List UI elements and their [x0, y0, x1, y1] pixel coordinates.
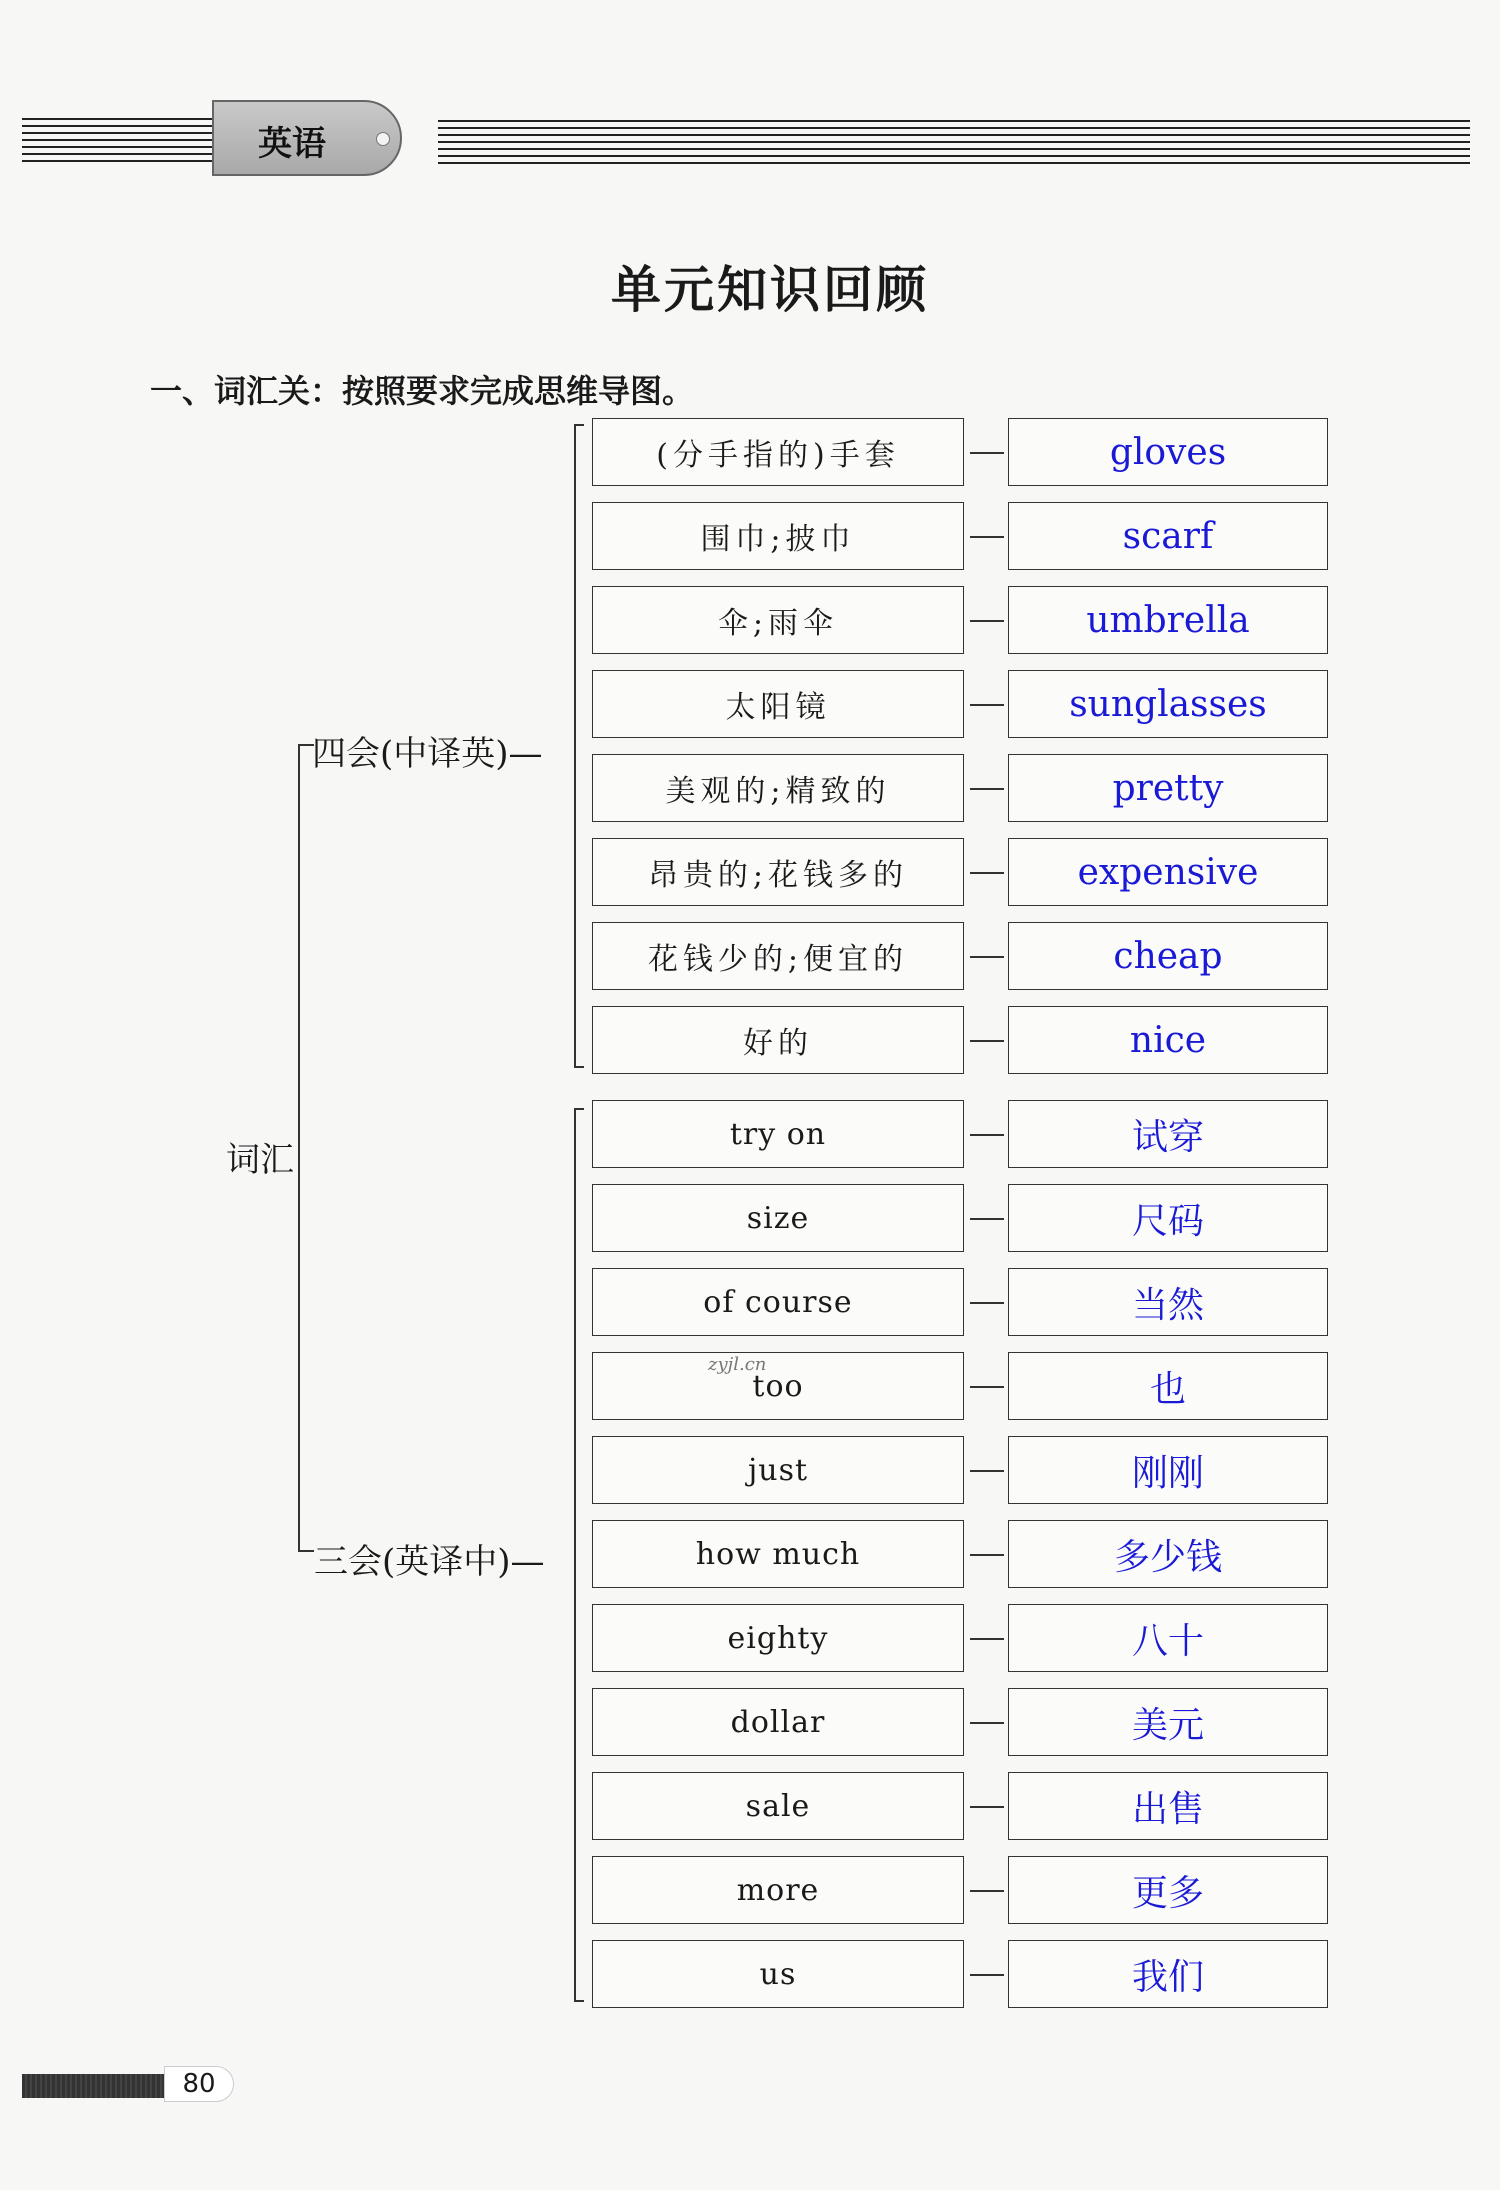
tab-hole-icon	[376, 132, 390, 146]
four-skills-answer-box[interactable]	[1008, 754, 1328, 822]
three-skills-answer-box[interactable]	[1008, 1436, 1328, 1504]
four-skills-answer-text: expensive	[1077, 851, 1259, 893]
four-skills-prompt-box	[592, 838, 964, 906]
three-skills-answer-text: 当然	[1131, 1284, 1204, 1326]
three-skills-connector	[970, 1638, 1004, 1640]
three-skills-connector	[970, 1890, 1004, 1892]
four-skills-answer-box[interactable]	[1008, 418, 1328, 486]
four-skills-prompt-text: 围巾;披巾	[700, 522, 856, 557]
header-rule-right	[438, 120, 1470, 164]
three-skills-prompt-box	[592, 1352, 964, 1420]
three-skills-prompt-box	[592, 1100, 964, 1168]
three-skills-bracket	[574, 1108, 584, 2002]
three-skills-connector	[970, 1470, 1004, 1472]
four-skills-prompt-text: 花钱少的;便宜的	[647, 942, 909, 977]
four-skills-connector	[970, 1040, 1004, 1042]
header-rule-left	[22, 118, 222, 162]
four-skills-answer-text: pretty	[1112, 767, 1224, 809]
three-skills-connector	[970, 1722, 1004, 1724]
four-skills-prompt-box	[592, 502, 964, 570]
four-skills-answer-box[interactable]	[1008, 838, 1328, 906]
three-skills-prompt-text: more	[736, 1872, 820, 1908]
three-skills-prompt-text: us	[759, 1956, 797, 1992]
three-skills-answer-box[interactable]	[1008, 1352, 1328, 1420]
three-skills-answer-text: 尺码	[1131, 1200, 1204, 1242]
three-skills-answer-box[interactable]	[1008, 1184, 1328, 1252]
page-title: 单元知识回顾	[611, 260, 929, 319]
subject-tab	[212, 100, 402, 176]
three-skills-answer-text: 试穿	[1131, 1116, 1204, 1158]
three-skills-prompt-text: eighty	[727, 1620, 829, 1656]
three-skills-prompt-text: of course	[703, 1284, 853, 1320]
four-skills-connector	[970, 788, 1004, 790]
three-skills-prompt-box	[592, 1856, 964, 1924]
four-skills-prompt-text: 好的	[743, 1026, 813, 1061]
three-skills-answer-box[interactable]	[1008, 1100, 1328, 1168]
four-skills-prompt-box	[592, 586, 964, 654]
three-skills-prompt-box	[592, 1184, 964, 1252]
three-skills-answer-text: 我们	[1131, 1956, 1204, 1998]
three-skills-connector	[970, 1386, 1004, 1388]
three-skills-connector	[970, 1302, 1004, 1304]
four-skills-prompt-box	[592, 670, 964, 738]
three-skills-prompt-box	[592, 1688, 964, 1756]
four-skills-answer-box[interactable]	[1008, 586, 1328, 654]
three-skills-answer-box[interactable]	[1008, 1268, 1328, 1336]
three-skills-answer-text: 出售	[1131, 1788, 1204, 1830]
three-skills-prompt-box	[592, 1268, 964, 1336]
four-skills-connector	[970, 872, 1004, 874]
four-skills-connector	[970, 704, 1004, 706]
four-skills-connector	[970, 452, 1004, 454]
four-skills-connector	[970, 956, 1004, 958]
four-skills-answer-box[interactable]	[1008, 670, 1328, 738]
branch-three-skills: 三会(英译中)—	[314, 1542, 545, 1582]
mindmap-root: 词汇	[226, 1140, 294, 1180]
three-skills-answer-box[interactable]	[1008, 1520, 1328, 1588]
root-bracket	[298, 744, 314, 1552]
three-skills-answer-text: 多少钱	[1113, 1536, 1222, 1578]
three-skills-prompt-text: sale	[745, 1788, 811, 1824]
four-skills-answer-box[interactable]	[1008, 922, 1328, 990]
branch-four-skills: 四会(中译英)—	[312, 734, 543, 774]
three-skills-connector	[970, 1218, 1004, 1220]
four-skills-prompt-box	[592, 418, 964, 486]
three-skills-answer-text: 美元	[1131, 1704, 1204, 1746]
four-skills-prompt-text: 太阳镜	[725, 690, 831, 725]
three-skills-answer-box[interactable]	[1008, 1604, 1328, 1672]
four-skills-prompt-text: (分手指的)手套	[656, 438, 900, 473]
three-skills-prompt-box	[592, 1436, 964, 1504]
four-skills-answer-box[interactable]	[1008, 502, 1328, 570]
four-skills-answer-box[interactable]	[1008, 1006, 1328, 1074]
four-skills-answer-text: gloves	[1109, 431, 1227, 473]
three-skills-prompt-text: how much	[695, 1536, 861, 1572]
three-skills-prompt-text: too	[752, 1368, 804, 1404]
four-skills-connector	[970, 536, 1004, 538]
three-skills-answer-text: 也	[1149, 1368, 1186, 1410]
three-skills-connector	[970, 1974, 1004, 1976]
three-skills-connector	[970, 1554, 1004, 1556]
three-skills-prompt-box	[592, 1940, 964, 2008]
footer-bar	[22, 2074, 164, 2098]
four-skills-answer-text: umbrella	[1086, 599, 1250, 641]
subject-label: 英语	[258, 124, 326, 164]
three-skills-prompt-text: dollar	[730, 1704, 826, 1740]
four-skills-connector	[970, 620, 1004, 622]
three-skills-answer-box[interactable]	[1008, 1940, 1328, 2008]
three-skills-prompt-text: size	[746, 1200, 810, 1236]
three-skills-prompt-text: just	[747, 1452, 809, 1488]
three-skills-prompt-box	[592, 1772, 964, 1840]
three-skills-answer-box[interactable]	[1008, 1772, 1328, 1840]
three-skills-answer-text: 八十	[1131, 1620, 1204, 1662]
four-skills-bracket	[574, 424, 584, 1068]
three-skills-prompt-text: try on	[729, 1116, 827, 1152]
three-skills-prompt-box	[592, 1520, 964, 1588]
three-skills-prompt-box	[592, 1604, 964, 1672]
four-skills-answer-text: sunglasses	[1069, 683, 1267, 725]
three-skills-connector	[970, 1806, 1004, 1808]
three-skills-connector	[970, 1134, 1004, 1136]
section-heading: 一、词汇关：按照要求完成思维导图。	[150, 372, 695, 410]
four-skills-prompt-text: 美观的;精致的	[665, 774, 891, 809]
four-skills-answer-text: cheap	[1113, 935, 1223, 977]
four-skills-answer-text: nice	[1129, 1019, 1207, 1061]
four-skills-prompt-box	[592, 1006, 964, 1074]
three-skills-answer-text: 更多	[1131, 1872, 1204, 1914]
four-skills-prompt-box	[592, 922, 964, 990]
four-skills-prompt-text: 昂贵的;花钱多的	[647, 858, 909, 893]
four-skills-answer-text: scarf	[1122, 515, 1214, 557]
three-skills-answer-text: 刚刚	[1131, 1452, 1204, 1494]
four-skills-prompt-text: 伞;雨伞	[717, 606, 839, 641]
watermark: zyjl.cn	[708, 1354, 767, 1375]
three-skills-answer-box[interactable]	[1008, 1856, 1328, 1924]
page-number: 80	[164, 2066, 234, 2102]
four-skills-prompt-box	[592, 754, 964, 822]
three-skills-answer-box[interactable]	[1008, 1688, 1328, 1756]
